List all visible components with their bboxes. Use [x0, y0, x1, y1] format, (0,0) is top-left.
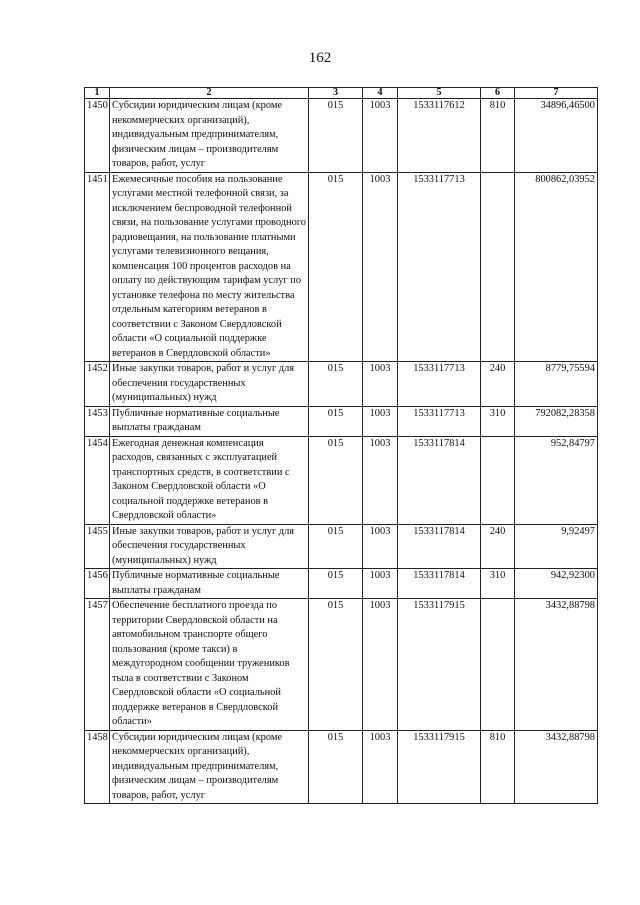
row-sum: 3432,88798: [515, 599, 598, 731]
header-col-2: 2: [110, 88, 309, 99]
row-expense-type: 240: [481, 524, 515, 569]
header-row: [85, 88, 598, 99]
row-target-code: 1533117713: [398, 406, 481, 436]
row-target-code: 1533117814: [398, 524, 481, 569]
row-name: Субсидии юридическим лицам (кроме некоммерческих организаций), индивидуальным предпринимателям, физическим лицам – производителям товаров, работ, услуг: [110, 730, 309, 804]
row-number: 1450: [85, 99, 110, 173]
row-expense-type: 240: [481, 362, 515, 407]
row-ministry-code: 015: [309, 569, 363, 599]
table-header: [85, 88, 598, 99]
row-sum: 8779,75594: [515, 362, 598, 407]
row-section-code: 1003: [363, 730, 398, 804]
row-number: 1454: [85, 436, 110, 524]
row-expense-type: 810: [481, 730, 515, 804]
row-number: 1456: [85, 569, 110, 599]
table-row: [85, 172, 598, 362]
budget-table: [84, 87, 598, 804]
row-number: 1451: [85, 172, 110, 362]
table-row: [85, 730, 598, 804]
row-ministry-code: 015: [309, 436, 363, 524]
row-section-code: 1003: [363, 569, 398, 599]
row-ministry-code: 015: [309, 172, 363, 362]
row-expense-type: [481, 599, 515, 731]
row-name: Иные закупки товаров, работ и услуг для обеспечения государственных (муниципальных) нужд: [110, 524, 309, 569]
table-row: [85, 599, 598, 731]
row-sum: 9,92497: [515, 524, 598, 569]
row-sum: 942,92300: [515, 569, 598, 599]
header-col-5: 5: [398, 88, 481, 99]
table-row: [85, 99, 598, 173]
row-number: 1452: [85, 362, 110, 407]
row-target-code: 1533117713: [398, 172, 481, 362]
row-expense-type: 810: [481, 99, 515, 173]
row-number: 1457: [85, 599, 110, 731]
row-ministry-code: 015: [309, 406, 363, 436]
row-name: Субсидии юридическим лицам (кроме некоммерческих организаций), индивидуальным предпринимателям, физическим лицам – производителям товаров, работ, услуг: [110, 99, 309, 173]
row-section-code: 1003: [363, 599, 398, 731]
row-name: Публичные нормативные социальные выплаты гражданам: [110, 406, 309, 436]
table-row: [85, 362, 598, 407]
row-name: Иные закупки товаров, работ и услуг для обеспечения государственных (муниципальных) нужд: [110, 362, 309, 407]
row-target-code: 1533117713: [398, 362, 481, 407]
row-target-code: 1533117915: [398, 599, 481, 731]
row-name: Публичные нормативные социальные выплаты гражданам: [110, 569, 309, 599]
row-ministry-code: 015: [309, 99, 363, 173]
row-expense-type: 310: [481, 569, 515, 599]
table-body: [85, 99, 598, 804]
row-ministry-code: 015: [309, 524, 363, 569]
row-name: Ежегодная денежная компенсация расходов, связанных с эксплуатацией транспортных средств, в соответствии с Законом Свердловской области «О социальной поддержке ветеранов в Свердловской области»: [110, 436, 309, 524]
row-name: Обеспечение бесплатного проезда по территории Свердловской области на автомобильном транспорте общего пользования (кроме такси) в междугородном сообщении тружеников тыла в соответствии с Законом Свердловской области «О социальной поддержке ветеранов в Свердловской области»: [110, 599, 309, 731]
row-section-code: 1003: [363, 524, 398, 569]
table-row: [85, 524, 598, 569]
row-target-code: 1533117814: [398, 569, 481, 599]
header-col-6: 6: [481, 88, 515, 99]
row-number: 1458: [85, 730, 110, 804]
row-sum: 952,84797: [515, 436, 598, 524]
header-col-7: 7: [515, 88, 598, 99]
table-row: [85, 436, 598, 524]
row-ministry-code: 015: [309, 730, 363, 804]
row-number: 1453: [85, 406, 110, 436]
row-ministry-code: 015: [309, 362, 363, 407]
table-row: [85, 569, 598, 599]
row-number: 1455: [85, 524, 110, 569]
row-section-code: 1003: [363, 406, 398, 436]
row-expense-type: [481, 436, 515, 524]
row-target-code: 1533117915: [398, 730, 481, 804]
row-sum: 3432,88798: [515, 730, 598, 804]
header-col-3: 3: [309, 88, 363, 99]
row-name: Ежемесячные пособия на пользование услугами местной телефонной связи, за исключением беспроводной телефонной связи, на пользование услугами проводного радиовещания, на пользование платными услугами телевизионного вещания, компенсация 100 процентов расходов на оплату по действующим тарифам услуг по установке телефона по месту жительства отдельным категориям ветеранов в соответствии с Законом Свердловской области «О социальной поддержке ветеранов в Свердловской области»: [110, 172, 309, 362]
row-sum: 800862,03952: [515, 172, 598, 362]
row-target-code: 1533117814: [398, 436, 481, 524]
row-expense-type: 310: [481, 406, 515, 436]
row-section-code: 1003: [363, 99, 398, 173]
row-section-code: 1003: [363, 436, 398, 524]
header-col-1: 1: [85, 88, 110, 99]
row-section-code: 1003: [363, 362, 398, 407]
page-number: 162: [308, 50, 332, 66]
header-col-4: 4: [363, 88, 398, 99]
table-row: [85, 406, 598, 436]
row-sum: 792082,28358: [515, 406, 598, 436]
row-expense-type: [481, 172, 515, 362]
row-ministry-code: 015: [309, 599, 363, 731]
row-section-code: 1003: [363, 172, 398, 362]
row-sum: 34896,46500: [515, 99, 598, 173]
row-target-code: 1533117612: [398, 99, 481, 173]
